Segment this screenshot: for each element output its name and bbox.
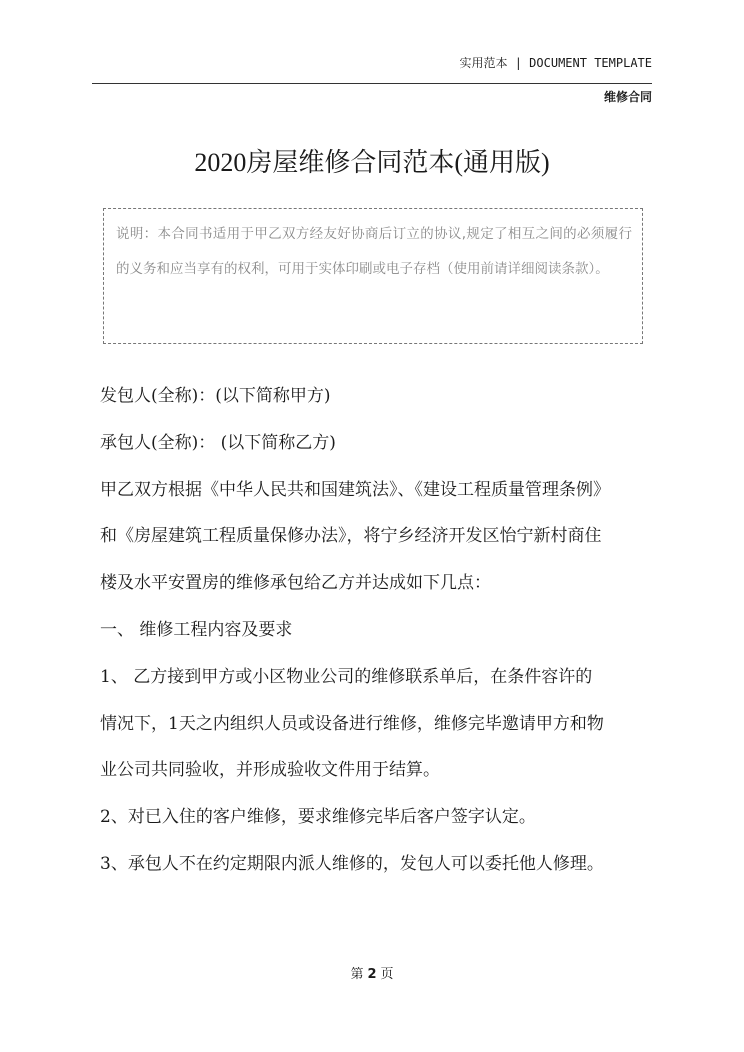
party-a-line: 发包人(全称)：(以下简称甲方)	[100, 386, 331, 406]
page-prefix: 第	[350, 967, 364, 982]
page-suffix: 页	[380, 967, 394, 982]
page-footer	[0, 963, 744, 982]
contract-body	[100, 373, 660, 888]
body-paragraph-line: 楼及水平安置房的维修承包给乙方并达成如下几点：	[100, 573, 491, 594]
body-paragraph-line: 和《房屋建筑工程质量保修办法》，将宁乡经济开发区怡宁新村商住	[100, 526, 602, 547]
header-divider	[92, 83, 652, 84]
document-title: 2020房屋维修合同范本(通用版)	[194, 148, 550, 177]
clause-line: 3、承包人不在约定期限内派人维修的，发包人可以委托他人修理。	[100, 853, 604, 874]
note-box	[103, 208, 643, 344]
clause-line: 情况下，1天之内组织人员或设备进行维修，维修完毕邀请甲方和物	[100, 713, 604, 734]
header-title: 实用范本 | DOCUMENT TEMPLATE	[459, 56, 652, 70]
note-text: 说明：本合同书适用于甲乙双方经友好协商后订立的协议,规定了相互之间的必须履行的义务和应当享有的权利，可用于实体印刷或电子存档（使用前请详细阅读条款）。	[116, 226, 632, 277]
body-paragraph-line: 甲乙双方根据《中华人民共和国建筑法》、《建设工程质量管理条例》	[100, 479, 610, 500]
clause-line: 业公司共同验收，并形成验收文件用于结算。	[100, 760, 440, 781]
page-number: 2	[367, 967, 377, 982]
party-b-line: 承包人(全称)： (以下简称乙方)	[100, 432, 336, 453]
clause-line: 1、 乙方接到甲方或小区物业公司的维修联系单后，在条件容许的	[100, 666, 593, 687]
header-subtitle: 维修合同	[603, 90, 652, 104]
section-heading: 一、 维修工程内容及要求	[100, 619, 293, 640]
clause-line: 2、对已入住的客户维修，要求维修完毕后客户签字认定。	[100, 807, 536, 828]
